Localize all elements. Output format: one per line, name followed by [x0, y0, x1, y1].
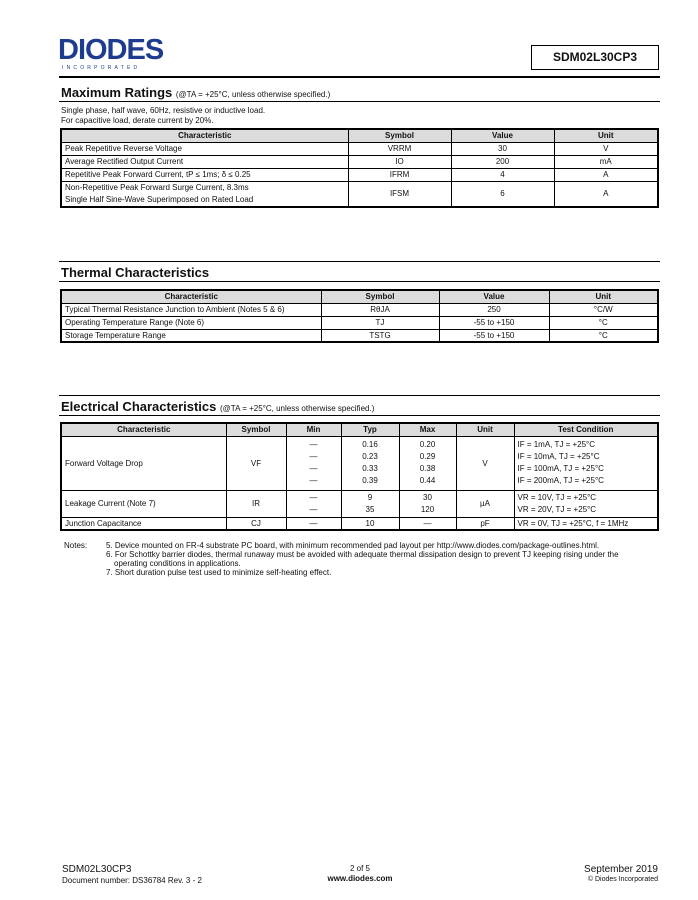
part-number-box: SDM02L30CP3 — [531, 45, 659, 70]
unit-cell: A — [554, 168, 658, 181]
table-row — [61, 142, 658, 155]
condition-cell: VR = 0V, TJ = +25°C, f = 1MHz — [514, 517, 658, 530]
header-cell: Test Condition — [514, 423, 658, 436]
characteristic-line: Non-Repetitive Peak Forward Surge Current, 8.3ms — [65, 182, 249, 192]
min-value: — — [309, 464, 318, 473]
header-cell: Min — [286, 423, 341, 436]
condition-line: IF = 10mA, TJ = +25°C — [517, 452, 600, 461]
value-cell: -55 to +150 — [439, 329, 549, 342]
min-value: — — [309, 452, 318, 461]
header-cell: Unit — [549, 290, 658, 303]
header-cell: Characteristic — [61, 423, 226, 436]
header-cell: Characteristic — [61, 129, 348, 142]
symbol-cell: IFSM — [348, 181, 451, 207]
note-5: 5. Device mounted on FR-4 substrate PC board, with minimum recommended pad layout per http://www.diodes.com/package-outlines.html. — [106, 541, 600, 550]
table-row — [61, 155, 658, 168]
value-cell: 30 — [451, 142, 554, 155]
max-ratings-table — [60, 128, 659, 208]
electrical-top-rule — [59, 395, 660, 396]
header-cell: Value — [439, 290, 549, 303]
header-cell: Symbol — [321, 290, 439, 303]
typ-value: 0.16 — [362, 440, 378, 449]
unit-cell: µA — [456, 490, 514, 517]
unit-cell: V — [456, 436, 514, 490]
footer-part-number: SDM02L30CP3 — [62, 864, 132, 875]
thermal-table — [60, 289, 659, 343]
characteristic-cell: Peak Repetitive Reverse Voltage — [61, 142, 348, 155]
min-value: — — [309, 476, 318, 485]
max-cell — [399, 436, 456, 490]
value-cell: 4 — [451, 168, 554, 181]
condition-cell — [514, 436, 658, 490]
value-cell: 250 — [439, 303, 549, 316]
header-cell: Symbol — [348, 129, 451, 142]
table-row — [61, 329, 658, 342]
footer-document-number: Document number: DS36784 Rev. 3 - 2 — [62, 876, 202, 885]
unit-cell: mA — [554, 155, 658, 168]
min-value: — — [309, 440, 318, 449]
electrical-rule — [59, 415, 660, 416]
symbol-cell: IR — [226, 490, 286, 517]
characteristic-line: Single Half Sine-Wave Superimposed on Rated Load — [65, 194, 254, 204]
value-cell: -55 to +150 — [439, 316, 549, 329]
thermal-rule — [59, 281, 660, 282]
symbol-cell: TJ — [321, 316, 439, 329]
typ-value: 0.23 — [362, 452, 378, 461]
max-ratings-note-2: For capacitive load, derate current by 20%. — [61, 116, 214, 125]
characteristic-cell: Average Rectified Output Current — [61, 155, 348, 168]
typ-value: 0.33 — [362, 464, 378, 473]
header-cell: Unit — [456, 423, 514, 436]
max-value: 120 — [420, 504, 435, 514]
typ-cell: 10 — [341, 517, 399, 530]
electrical-condition: (@TA = +25°C, unless otherwise specified.) — [220, 404, 375, 413]
condition-line: IF = 100mA, TJ = +25°C — [517, 464, 604, 473]
characteristic-cell: Operating Temperature Range (Note 6) — [61, 316, 321, 329]
value-cell: 200 — [451, 155, 554, 168]
min-cell — [286, 436, 341, 490]
max-value: 0.29 — [419, 452, 436, 461]
table-row-forward-voltage — [61, 436, 658, 490]
characteristic-cell: Typical Thermal Resistance Junction to Ambient (Notes 5 & 6) — [61, 303, 321, 316]
footer-page: 2 of 5 — [349, 864, 370, 873]
footer-date: September 2019 — [584, 864, 658, 875]
footer-copyright: © Diodes Incorporated — [587, 876, 658, 883]
electrical-table — [60, 422, 659, 531]
table-header-row — [61, 423, 658, 436]
max-value: 30 — [423, 492, 432, 502]
max-ratings-title-text: Maximum Ratings — [61, 85, 173, 100]
typ-value: 0.39 — [362, 476, 378, 485]
min-value: — — [309, 504, 318, 514]
symbol-cell: CJ — [226, 517, 286, 530]
table-row-capacitance — [61, 517, 658, 530]
header-cell: Characteristic — [61, 290, 321, 303]
symbol-cell: IFRM — [348, 168, 451, 181]
footer-url[interactable]: www.diodes.com — [327, 874, 393, 883]
table-row-leakage — [61, 490, 658, 517]
table-row — [61, 316, 658, 329]
electrical-title — [61, 399, 374, 414]
condition-line: IF = 1mA, TJ = +25°C — [517, 440, 596, 449]
symbol-cell: RθJA — [321, 303, 439, 316]
unit-cell: °C — [549, 329, 658, 342]
characteristic-cell: Leakage Current (Note 7) — [61, 490, 226, 517]
typ-value: 35 — [365, 504, 375, 514]
note-6: 6. For Schottky barrier diodes, thermal runaway must be avoided with adequate thermal dissipation design to prevent TJ keeping rising under the — [106, 550, 619, 559]
header-cell: Symbol — [226, 423, 286, 436]
max-cell — [399, 490, 456, 517]
table-row — [61, 168, 658, 181]
min-cell — [286, 490, 341, 517]
max-value: 0.20 — [419, 440, 436, 449]
header-divider — [59, 76, 660, 78]
condition-line: IF = 200mA, TJ = +25°C — [517, 476, 604, 485]
condition-line: VR = 10V, TJ = +25°C — [517, 492, 597, 502]
table-header-row — [61, 290, 658, 303]
min-value: — — [309, 492, 318, 502]
condition-line: VR = 20V, TJ = +25°C — [517, 504, 597, 514]
typ-cell — [341, 490, 399, 517]
min-cell: — — [286, 517, 341, 530]
table-row — [61, 181, 658, 207]
unit-cell: °C/W — [549, 303, 658, 316]
thermal-title: Thermal Characteristics — [61, 265, 210, 280]
characteristic-cell: Repetitive Peak Forward Current, tP ≤ 1ms; δ ≤ 0.25 — [61, 168, 348, 181]
value-cell: 6 — [451, 181, 554, 207]
unit-cell: A — [554, 181, 658, 207]
electrical-title-text: Electrical Characteristics — [61, 399, 217, 414]
typ-value: 9 — [367, 492, 373, 502]
max-ratings-note-1: Single phase, half wave, 60Hz, resistive or inductive load. — [61, 106, 266, 115]
max-cell: — — [399, 517, 456, 530]
max-ratings-rule — [59, 101, 660, 102]
table-row — [61, 303, 658, 316]
symbol-cell: TSTG — [321, 329, 439, 342]
max-ratings-title — [61, 85, 330, 100]
characteristic-cell: Storage Temperature Range — [61, 329, 321, 342]
characteristic-cell — [61, 181, 348, 207]
unit-cell: °C — [549, 316, 658, 329]
header-cell: Max — [399, 423, 456, 436]
typ-cell — [341, 436, 399, 490]
characteristic-cell: Junction Capacitance — [61, 517, 226, 530]
header-cell: Value — [451, 129, 554, 142]
max-ratings-condition: (@TA = +25°C, unless otherwise specified.) — [175, 90, 331, 99]
company-logo: DIODES — [58, 34, 164, 66]
symbol-cell: VRRM — [348, 142, 451, 155]
max-value: 0.44 — [419, 476, 436, 485]
note-6-continued: operating conditions in applications. — [114, 559, 241, 568]
unit-cell: pF — [456, 517, 514, 530]
characteristic-cell: Forward Voltage Drop — [61, 436, 226, 490]
max-value: 0.38 — [419, 464, 436, 473]
company-logo-subtitle: INCORPORATED — [62, 65, 141, 71]
thermal-top-rule — [59, 261, 660, 262]
symbol-cell: VF — [226, 436, 286, 490]
condition-cell — [514, 490, 658, 517]
notes-label: Notes: — [64, 541, 88, 550]
header-cell: Unit — [554, 129, 658, 142]
symbol-cell: IO — [348, 155, 451, 168]
header-cell: Typ — [341, 423, 399, 436]
note-7: 7. Short duration pulse test used to minimize self-heating effect. — [106, 568, 332, 577]
table-header-row — [61, 129, 658, 142]
unit-cell: V — [554, 142, 658, 155]
